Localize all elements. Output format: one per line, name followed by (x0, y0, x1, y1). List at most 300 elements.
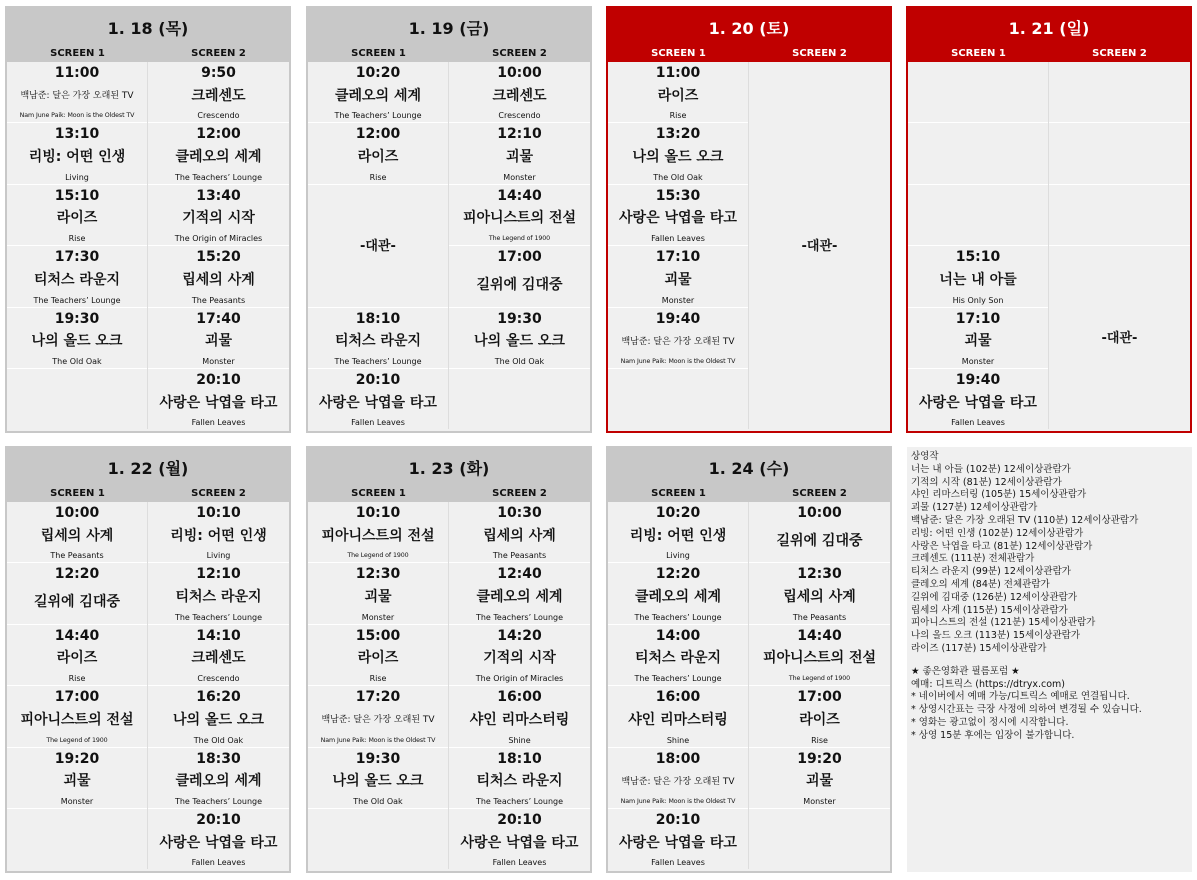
movie-title-ko: 나의 올드 오크 (474, 333, 565, 350)
movie-title-ko: 괴물 (505, 149, 534, 166)
note-item: * 상영시간표는 극장 사정에 의하여 변경될 수 있습니다. (911, 704, 1142, 716)
movie-title-ko: 라이즈 (56, 650, 98, 667)
movie-title-en: The Teachers’ Lounge (174, 172, 263, 182)
movie-title-ko: 리빙: 어떤 인생 (28, 149, 126, 166)
rental-label: -대관- (360, 239, 396, 255)
showtime: 15:00 (355, 627, 401, 644)
showtime: 20:10 (196, 811, 241, 828)
movie-title-ko: 길위에 김대중 (476, 276, 563, 293)
movie-title-en: The Peasants (492, 551, 547, 561)
movie-title-en: The Legend of 1900 (788, 675, 851, 683)
showtime-slot[interactable] (608, 185, 748, 245)
movie-title-en: Fallen Leaves (191, 858, 246, 868)
movie-title-ko: 리빙: 어떤 인생 (629, 527, 727, 544)
showtime-slot[interactable] (308, 123, 448, 183)
screen2-column (749, 502, 890, 869)
screen-grid (7, 502, 289, 869)
movie-title-en: The Legend of 1900 (488, 235, 551, 243)
showtime: 10:20 (355, 65, 401, 81)
showtime: 12:30 (355, 566, 401, 583)
notes-list (911, 666, 1188, 743)
movie-title-en: The Old Oak (353, 796, 403, 806)
movie-title-en: The Teachers’ Lounge (174, 796, 263, 806)
showtime-slot[interactable] (148, 502, 289, 562)
showtime: 14:00 (655, 627, 701, 644)
movie-title-ko: 크레센도 (492, 87, 547, 104)
showtime: 15:10 (955, 249, 1001, 266)
movie-title-ko: 라이즈 (56, 210, 98, 227)
screen-label: SCREEN 2 (191, 488, 246, 499)
film-item: 클레오의 세계 (84분) 전체관람가 (911, 578, 1050, 590)
movie-title-ko: 립세의 사계 (182, 271, 255, 288)
movie-title-en: Fallen Leaves (191, 418, 246, 428)
showtime-slot[interactable] (749, 563, 890, 623)
showtime-slot[interactable] (7, 625, 147, 685)
showtime: 17:10 (955, 310, 1001, 327)
rental-block (749, 62, 890, 429)
movie-title-ko: 리빙: 어떤 인생 (170, 527, 267, 544)
showtime: 16:00 (497, 689, 542, 706)
showtime-slot[interactable] (148, 369, 289, 429)
showtime: 18:10 (355, 310, 401, 327)
movie-title-en: The Teachers’ Lounge (634, 674, 722, 684)
movie-title-ko: 괴물 (63, 773, 91, 790)
screen-grid (308, 502, 590, 869)
film-item: 괴물 (127분) 12세이상관람가 (911, 502, 1038, 514)
screen-label: SCREEN 1 (351, 48, 406, 59)
showtime: 19:20 (797, 750, 842, 767)
showtime: 9:50 (201, 65, 236, 81)
showtime-slot[interactable] (148, 62, 289, 122)
showtime-slot[interactable] (608, 62, 748, 122)
movie-title-en: Nam June Paik: Moon is the Oldest TV (620, 357, 736, 365)
showtime-slot[interactable] (608, 686, 748, 746)
empty-slot (1049, 62, 1190, 122)
showtime: 10:00 (797, 505, 842, 521)
screen1-column (308, 62, 449, 429)
empty-slot (308, 809, 448, 869)
movie-title-en: Fallen Leaves (492, 858, 547, 868)
movie-title-ko: 클레오의 세계 (175, 149, 262, 166)
screen-label: SCREEN 2 (492, 48, 547, 59)
showtime: 18:00 (655, 750, 701, 767)
movie-title-ko: 기적의 시작 (182, 210, 255, 227)
showtime-slot[interactable] (7, 246, 147, 306)
movie-title-en: Nam June Paik: Moon is the Oldest TV (620, 797, 736, 805)
booking-link[interactable]: 예매: 디트릭스 (https://dtryx.com) (911, 678, 1065, 690)
film-item: 샤인 리마스터링 (105분) 15세이상관람가 (911, 489, 1087, 501)
showtime-slot[interactable] (7, 185, 147, 245)
movie-title-en: The Peasants (50, 551, 104, 561)
movie-title-ko: 티처스 라운지 (476, 773, 563, 790)
showtime-slot[interactable] (608, 625, 748, 685)
screen-label: SCREEN 1 (651, 48, 706, 59)
movie-title-ko: 기적의 시작 (483, 650, 556, 667)
day-date: 1. 23 (화) (308, 448, 590, 486)
showtime-slot[interactable] (749, 625, 890, 685)
showtime-slot[interactable] (308, 625, 448, 685)
showtime: 20:10 (355, 371, 401, 388)
screen-label: SCREEN 2 (191, 48, 246, 59)
day-date: 1. 21 (일) (908, 8, 1190, 46)
movie-title-en: The Teachers’ Lounge (475, 612, 564, 622)
movie-title-ko: 클레오의 세계 (634, 589, 722, 606)
showtime: 17:00 (797, 689, 842, 706)
showtime: 11:00 (54, 65, 100, 81)
movie-title-ko: 백남준: 달은 가장 오래된 TV (621, 776, 735, 787)
empty-slot (749, 809, 890, 869)
movie-title-en: His Only Son (952, 295, 1004, 305)
movie-title-ko: 라이즈 (357, 149, 399, 166)
showtime: 15:30 (655, 187, 701, 204)
movie-title-en: Rise (811, 735, 828, 745)
movie-title-en: The Peasants (792, 612, 847, 622)
movie-title-en: The Legend of 1900 (46, 736, 108, 744)
showtime: 19:20 (54, 750, 100, 767)
showtime-slot[interactable] (449, 563, 590, 623)
movie-title-ko: 너는 내 아들 (939, 271, 1017, 288)
movie-title-en: Crescendo (197, 111, 240, 121)
day-panel (606, 6, 892, 433)
showtime: 10:30 (497, 505, 542, 521)
screen2-column (1049, 62, 1190, 429)
showtime: 19:40 (655, 310, 701, 327)
empty-slot (908, 185, 1048, 245)
showtime-slot[interactable] (608, 246, 748, 306)
rental-block (308, 185, 448, 307)
showtime-slot[interactable] (148, 123, 289, 183)
showtime-slot[interactable] (449, 748, 590, 808)
movie-title-en: The Teachers’ Lounge (334, 356, 422, 366)
movie-title-ko: 립세의 사계 (483, 527, 556, 544)
showtime-slot[interactable] (7, 686, 147, 746)
showtime-slot[interactable] (449, 62, 590, 122)
movie-title-en: Rise (68, 674, 86, 684)
showtime: 17:30 (54, 249, 100, 266)
showtime-slot[interactable] (148, 246, 289, 306)
film-item: 크레센도 (111분) 전체관람가 (911, 553, 1035, 565)
movie-title-ko: 사랑은 낙엽을 타고 (159, 834, 278, 851)
showtime-slot[interactable] (449, 625, 590, 685)
movie-title-en: Shine (666, 735, 690, 745)
movie-title-en: The Old Oak (494, 356, 545, 366)
screen2-column (749, 62, 890, 429)
movie-title-en: The Origin of Miracles (475, 674, 564, 684)
movie-title-ko: 클레오의 세계 (476, 589, 563, 606)
movie-title-ko: 나의 올드 오크 (632, 149, 724, 166)
showtime-slot[interactable] (7, 502, 147, 562)
screen1-column (608, 502, 749, 869)
movie-title-en: Monster (803, 796, 836, 806)
movie-title-ko: 피아니스트의 전설 (20, 711, 134, 728)
showtime-slot[interactable] (148, 809, 289, 869)
film-item: 리빙: 어떤 인생 (102분) 12세이상관람가 (911, 527, 1084, 539)
film-item: 라이즈 (117분) 15세이상관람가 (911, 642, 1047, 654)
movie-title-en: Rise (369, 674, 387, 684)
movie-title-en: Nam June Paik: Moon is the Oldest TV (19, 112, 135, 120)
showtime-slot[interactable] (148, 308, 289, 368)
showtime: 14:40 (497, 187, 542, 204)
screen-label: SCREEN 2 (492, 488, 547, 499)
note-item: * 네이버에서 예매 가능/디트릭스 예매로 연결됩니다. (911, 691, 1130, 703)
showtime-slot[interactable] (449, 686, 590, 746)
screen-label: SCREEN 2 (792, 488, 847, 499)
movie-title-ko: 립세의 사계 (783, 589, 856, 606)
movie-title-en: The Teachers’ Lounge (634, 612, 722, 622)
showtime: 11:00 (655, 65, 701, 81)
showtime-slot[interactable] (449, 123, 590, 183)
showtime-slot[interactable] (308, 308, 448, 368)
movie-title-ko: 티처스 라운지 (175, 589, 262, 606)
screen-grid (308, 62, 590, 429)
movie-title-ko: 크레센도 (191, 87, 246, 104)
screen2-column (148, 502, 289, 869)
movie-title-en: Monster (202, 356, 235, 366)
movie-title-ko: 괴물 (964, 333, 992, 350)
showtime-slot[interactable] (7, 308, 147, 368)
empty-slot (449, 369, 590, 429)
showtime: 13:40 (196, 187, 241, 204)
movie-title-en: The Peasants (191, 295, 246, 305)
movie-title-ko: 백남준: 달은 가장 오래된 TV (20, 91, 134, 102)
showtime: 19:40 (955, 371, 1001, 388)
film-list (911, 464, 1188, 656)
showtime-slot[interactable] (308, 62, 448, 122)
showtime-slot[interactable] (7, 563, 147, 623)
movie-title-en: Monster (503, 172, 536, 182)
rental-label: -대관- (801, 239, 838, 255)
day-panel (306, 6, 592, 433)
showtime-slot[interactable] (308, 502, 448, 562)
showtime-slot[interactable] (308, 686, 448, 746)
showtime: 12:30 (797, 566, 842, 583)
screen-header-row (608, 486, 890, 502)
showtime-slot[interactable] (908, 369, 1048, 429)
movie-title-en: Crescendo (498, 111, 541, 121)
showtime-slot[interactable] (148, 748, 289, 808)
showtime-slot[interactable] (7, 748, 147, 808)
showtime: 10:20 (655, 505, 701, 521)
showtime-slot[interactable] (608, 809, 748, 869)
movie-title-ko: 티처스 라운지 (634, 650, 722, 667)
movie-title-en: The Teachers’ Lounge (33, 295, 121, 305)
showtime-slot[interactable] (449, 502, 590, 562)
movie-title-ko: 괴물 (364, 589, 392, 606)
showtime-slot[interactable] (148, 686, 289, 746)
screen-grid (608, 62, 890, 429)
screen-label: SCREEN 1 (951, 48, 1006, 59)
showtime-slot[interactable] (148, 625, 289, 685)
movie-title-en: Monster (661, 295, 695, 305)
day-date: 1. 24 (수) (608, 448, 890, 486)
day-panel (5, 446, 291, 873)
screen2-column (148, 62, 289, 429)
showtime-slot[interactable] (449, 246, 590, 306)
day-date: 1. 18 (목) (7, 8, 289, 46)
rental-block (1049, 246, 1190, 429)
showtime: 13:20 (655, 126, 701, 143)
movie-title-en: Rise (369, 172, 387, 182)
film-item: 립세의 사계 (115분) 15세이상관람가 (911, 604, 1068, 616)
day-date: 1. 22 (월) (7, 448, 289, 486)
movie-title-en: Crescendo (197, 674, 240, 684)
showtime: 18:10 (497, 750, 542, 767)
showtime: 14:10 (196, 627, 241, 644)
showtime: 10:00 (497, 65, 542, 81)
showtime: 17:40 (196, 310, 241, 327)
movie-title-ko: 괴물 (664, 271, 692, 288)
showtime-slot[interactable] (308, 563, 448, 623)
movie-title-en: Monster (961, 356, 995, 366)
screen-grid (7, 62, 289, 429)
showtime: 12:20 (54, 566, 100, 583)
movie-title-ko: 클레오의 세계 (334, 87, 422, 104)
showtime-slot[interactable] (308, 748, 448, 808)
film-item: 백남준: 달은 가장 오래된 TV (110분) 12세이상관람가 (911, 514, 1139, 526)
film-item: 기적의 시작 (81분) 12세이상관람가 (911, 476, 1062, 488)
movie-title-en: The Origin of Miracles (174, 234, 263, 244)
screen1-column (7, 502, 148, 869)
movie-title-en: Nam June Paik: Moon is the Oldest TV (320, 736, 436, 744)
movie-title-ko: 티처스 라운지 (33, 271, 121, 288)
movie-title-en: Monster (361, 612, 395, 622)
showtime: 20:10 (497, 811, 542, 828)
movie-title-en: Rise (68, 234, 86, 244)
day-panel (906, 6, 1192, 433)
movie-title-en: Rise (669, 111, 687, 121)
movie-title-ko: 괴물 (805, 773, 834, 790)
showtime-slot[interactable] (608, 308, 748, 368)
screen-grid (608, 502, 890, 869)
movie-title-ko: 티처스 라운지 (334, 333, 422, 350)
showtime: 20:10 (196, 371, 241, 388)
showtime: 15:10 (54, 187, 100, 204)
showtime-slot[interactable] (148, 185, 289, 245)
showtime-slot[interactable] (608, 563, 748, 623)
film-item: 길위에 김대중 (126분) 12세이상관람가 (911, 591, 1077, 603)
screen2-column (449, 502, 590, 869)
screen-header-row (908, 46, 1190, 62)
movie-title-ko: 백남준: 달은 가장 오래된 TV (321, 715, 435, 726)
movie-title-en: Fallen Leaves (951, 418, 1005, 428)
film-item: 티처스 라운지 (99분) 12세이상관람가 (911, 566, 1071, 578)
rental-label: -대관- (1101, 331, 1138, 347)
screen-header-row (608, 46, 890, 62)
showtime-slot[interactable] (7, 123, 147, 183)
showtime: 17:00 (54, 689, 100, 706)
showtime: 19:30 (355, 750, 401, 767)
showtime-slot[interactable] (308, 369, 448, 429)
movie-title-ko: 사랑은 낙엽을 타고 (319, 394, 437, 411)
movie-title-en: The Teachers’ Lounge (174, 612, 263, 622)
screen1-column (908, 62, 1049, 429)
movie-title-en: The Old Oak (52, 356, 102, 366)
movie-title-en: Monster (60, 796, 94, 806)
movie-title-ko: 나의 올드 오크 (332, 773, 424, 790)
showtime: 16:20 (196, 689, 241, 706)
screen-header-row (7, 46, 289, 62)
screen-header-row (7, 486, 289, 502)
movie-title-ko: 피아니스트의 전설 (762, 650, 877, 667)
showtime: 14:40 (797, 627, 842, 644)
info-panel (907, 447, 1192, 872)
showtime-slot[interactable] (608, 502, 748, 562)
empty-slot (908, 123, 1048, 183)
showtime-slot[interactable] (749, 686, 890, 746)
showtime: 19:30 (54, 310, 100, 327)
day-date: 1. 20 (토) (608, 8, 890, 46)
showtime: 15:20 (196, 249, 241, 266)
screen-label: SCREEN 1 (651, 488, 706, 499)
screen1-column (608, 62, 749, 429)
movie-title-ko: 사랑은 낙엽을 타고 (159, 394, 278, 411)
showtime: 12:20 (655, 566, 701, 583)
movie-title-en: Living (65, 172, 89, 182)
screen2-column (449, 62, 590, 429)
showtime: 19:30 (497, 310, 542, 327)
movie-title-ko: 피아니스트의 전설 (321, 527, 435, 544)
screen-label: SCREEN 2 (792, 48, 847, 59)
movie-title-ko: 길위에 김대중 (776, 532, 863, 549)
showtime-slot[interactable] (449, 185, 590, 245)
film-item: 너는 내 아들 (102분) 12세이상관람가 (911, 463, 1071, 475)
showtime: 10:10 (355, 505, 401, 521)
movie-title-en: Fallen Leaves (651, 234, 705, 244)
movie-title-ko: 사랑은 낙엽을 타고 (460, 834, 579, 851)
showtime-slot[interactable] (908, 246, 1048, 306)
showtime-slot[interactable] (749, 748, 890, 808)
movie-title-en: The Old Oak (193, 735, 244, 745)
showtime-slot[interactable] (608, 748, 748, 808)
showtime-slot[interactable] (449, 809, 590, 869)
showtime: 12:00 (355, 126, 401, 143)
film-item: 나의 올드 오크 (113분) 15세이상관람가 (911, 630, 1081, 642)
showtime: 12:40 (497, 566, 542, 583)
screen-header-row (308, 486, 590, 502)
showtime-slot[interactable] (908, 308, 1048, 368)
showtime-slot[interactable] (749, 502, 890, 562)
empty-slot (7, 369, 147, 429)
day-date: 1. 19 (금) (308, 8, 590, 46)
showtime: 17:10 (655, 249, 701, 266)
showtime: 13:10 (54, 126, 100, 143)
empty-slot (1049, 185, 1190, 245)
day-panel (306, 446, 592, 873)
movie-title-ko: 라이즈 (357, 650, 399, 667)
screen1-column (308, 502, 449, 869)
movie-title-ko: 나의 올드 오크 (173, 711, 264, 728)
showtime-slot[interactable] (7, 62, 147, 122)
movie-title-en: Fallen Leaves (351, 418, 405, 428)
movie-title-ko: 클레오의 세계 (175, 773, 262, 790)
showtime: 12:00 (196, 126, 241, 143)
showtime-slot[interactable] (449, 308, 590, 368)
movie-title-en: The Legend of 1900 (347, 552, 409, 560)
movie-title-en: Living (666, 551, 690, 561)
showtime-slot[interactable] (148, 563, 289, 623)
note-item: * 상영 15분 후에는 입장이 불가합니다. (911, 729, 1075, 741)
showtime-slot[interactable] (608, 123, 748, 183)
showtime: 10:00 (54, 505, 100, 521)
movie-title-ko: 사랑은 낙엽을 타고 (619, 210, 737, 227)
film-item: 피아니스트의 전설 (121분) 15세이상관람가 (911, 617, 1096, 629)
movie-title-ko: 길위에 김대중 (33, 594, 121, 611)
movie-title-en: Shine (508, 735, 531, 745)
movie-title-ko: 피아니스트의 전설 (462, 210, 577, 227)
showtime: 12:10 (196, 566, 241, 583)
movie-title-ko: 라이즈 (799, 711, 840, 728)
movie-title-ko: 괴물 (204, 333, 233, 350)
